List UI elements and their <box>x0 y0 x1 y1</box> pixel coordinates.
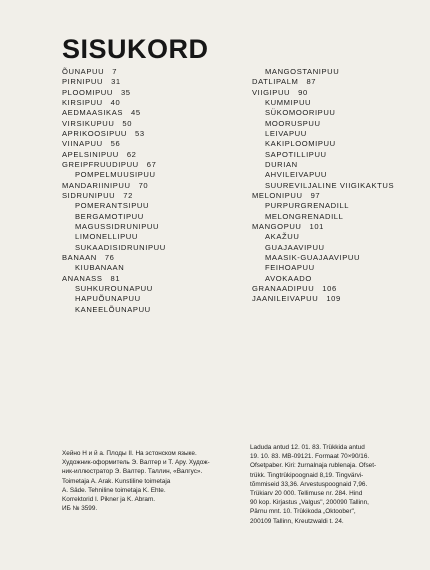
toc-entry <box>62 181 242 191</box>
toc-entry-page: 45 <box>131 108 141 118</box>
colophon-line: trükk. Tingtrükipoognaid 8,19. Tingvärvi- <box>250 471 364 479</box>
toc-entry <box>252 67 422 77</box>
toc-entry <box>62 232 242 242</box>
toc-entry <box>62 212 242 222</box>
toc-entry-label: LIMONELLIPUU <box>75 232 138 242</box>
colophon-line: 90 kop. Kirjastus „Valgus", 200090 Tallinn, <box>250 499 369 507</box>
toc-entry <box>62 119 242 129</box>
toc-entry <box>252 139 422 149</box>
colophon-line: Pärnu mnt. 10. Trükikoda „Oktoober", <box>250 508 356 516</box>
toc-entry <box>62 222 242 232</box>
toc-entry-label: SUUREVILJALINE VIIGIKAKTUS <box>265 180 395 190</box>
toc-entry-label: VIRSIKUPUU <box>62 118 115 128</box>
toc-entry-label: PLOOMIPUU <box>62 87 113 97</box>
toc-entry-label: MANGOPUU <box>252 221 302 231</box>
toc-entry-label: HAPUÕUNAPUU <box>75 294 141 304</box>
toc-entry <box>252 243 422 253</box>
toc-entry-page: 81 <box>110 273 121 283</box>
toc-entry <box>252 150 422 160</box>
toc-entry <box>252 108 422 118</box>
toc-entry <box>62 284 242 294</box>
toc-entry-label: SUHKUROUNAPUU <box>75 283 153 293</box>
toc-entry <box>62 274 242 284</box>
toc-entry-label: VIIGIPUU <box>252 87 291 97</box>
toc-entry-page: 31 <box>111 77 121 87</box>
toc-entry-page: 87 <box>306 77 317 87</box>
toc-entry-label: VIINAPUU <box>62 139 103 149</box>
toc-entry <box>252 274 422 284</box>
colophon-line: Хейно Н и й а. Плоды II. На эстонском языке. <box>62 450 197 457</box>
toc-entry <box>252 119 422 129</box>
toc-entry-page: 40 <box>110 97 121 107</box>
toc-entry-label: GRANAADIPUU <box>252 283 315 293</box>
toc-entry <box>62 67 242 77</box>
toc-entry <box>252 222 422 232</box>
toc-entry-page: 35 <box>120 87 131 97</box>
toc-entry <box>62 294 242 304</box>
toc-entry-label: AEDMAASIKAS <box>62 108 124 118</box>
colophon-line: Trükiarv 20 000. Tellimuse nr. 284. Hind <box>250 490 363 498</box>
toc-entry <box>62 160 242 170</box>
toc-entry-label: KIRSIPUU <box>62 97 103 107</box>
toc-entry <box>252 181 422 191</box>
toc-entry-label: KIUBANAAN <box>75 263 125 273</box>
toc-entry <box>62 98 242 108</box>
toc-entry-page: 101 <box>309 221 325 231</box>
toc-entry-page: 50 <box>122 118 133 128</box>
toc-entry <box>252 88 422 98</box>
toc-entry-label: SÜKOMOORIPUU <box>265 108 336 118</box>
toc-entry <box>252 253 422 263</box>
toc-entry-label: MANGOSTANIPUU <box>265 67 340 76</box>
toc-entry <box>62 191 242 201</box>
toc-entry-label: SIDRUNIPUU <box>62 190 116 200</box>
toc-entry <box>62 88 242 98</box>
toc-entry-label: GREIPFRUUDIPUU <box>62 159 139 169</box>
colophon-line: Художник-оформитель Э. Валтер и Т. Ару. Худож- <box>62 459 210 467</box>
toc-entry <box>252 294 422 304</box>
toc-entry-page: 7 <box>112 67 118 76</box>
colophon-line: ник-иллюстратор Э. Валтер. Таллин, «Валгус». <box>62 468 203 476</box>
toc-entry <box>62 108 242 118</box>
toc-entry-label: FEIHOAPUU <box>265 263 315 273</box>
toc-entry-label: MAGUSSIDRUNIPUU <box>75 221 160 231</box>
page-title: SISUKORD <box>62 34 209 64</box>
toc-entry-label: DATLIPALM <box>252 77 299 87</box>
toc-entry-label: POMERANTSIPUU <box>75 201 150 211</box>
toc-entry-label: SUKAADISIDRUNIPUU <box>75 242 166 252</box>
toc-entry <box>62 77 242 87</box>
toc-entry-page: 106 <box>322 283 337 293</box>
toc-entry-label: AVOKAADO <box>265 273 312 283</box>
toc-entry <box>62 129 242 139</box>
toc-entry <box>62 263 242 273</box>
toc-entry <box>62 253 242 263</box>
toc-entry <box>62 305 242 315</box>
toc-entry-label: MANDARIINIPUU <box>62 180 131 190</box>
toc-entry-page: 70 <box>138 180 149 190</box>
colophon-right <box>250 443 422 526</box>
toc-entry-page: 109 <box>326 294 341 304</box>
toc-entry <box>62 201 242 211</box>
toc-entry-label: APELSINIPUU <box>62 149 119 159</box>
toc-entry-label: MELONGRENADILL <box>265 211 344 221</box>
toc-entry-label: PIRNIPUU <box>62 77 104 87</box>
toc-entry <box>252 212 422 222</box>
colophon-line: Korrektorid I. Pikner ja K. Abram. <box>62 496 156 504</box>
toc-entry-label: MAASIK-GUAJAAVIPUU <box>265 252 361 262</box>
toc-entry-label: DURIAN <box>265 159 298 169</box>
colophon-line: A. Säde. Tehniline toimetaja K. Ehte. <box>62 486 166 494</box>
toc-entry-label: KUMMIPUU <box>265 97 312 107</box>
toc-entry-label: POMPELMUUSIPUU <box>75 170 156 180</box>
toc-left-column <box>62 67 242 315</box>
colophon-line: 19. 10. 83. MB-09121. Formaat 70×90/16. <box>250 453 370 461</box>
toc-entry <box>62 170 242 180</box>
toc-entry <box>62 243 242 253</box>
toc-entry <box>252 98 422 108</box>
toc-entry <box>252 129 422 139</box>
colophon-line: Toimetaja A. Arak. Kunstiline toimetaja <box>62 477 171 485</box>
toc-entry-label: JAANILEIVAPUU <box>252 294 319 304</box>
toc-entry <box>252 284 422 294</box>
toc-entry <box>252 201 422 211</box>
toc-entry-page: 62 <box>126 149 137 159</box>
toc-entry-label: BANAAN <box>62 252 97 262</box>
toc-entry-label: PURPURGRENADILL <box>265 201 350 211</box>
toc-entry-label: APRIKOOSIPUU <box>62 128 128 138</box>
colophon-line: tõmmiseid 33,36. Arvestuspoognaid 7,96. <box>250 480 368 488</box>
toc-entry-label: BERGAMOTIPUU <box>75 211 144 221</box>
toc-entry-label: LEIVAPUU <box>265 128 307 138</box>
toc-right-column <box>252 67 422 305</box>
toc-entry <box>252 77 422 87</box>
colophon-left <box>62 449 237 513</box>
toc-entry <box>252 170 422 180</box>
toc-entry-label: AKAŽUU <box>265 232 300 242</box>
colophon-line: ИБ № 3599. <box>62 505 98 513</box>
toc-entry-page: 67 <box>146 159 157 169</box>
toc-entry <box>252 191 422 201</box>
toc-entry <box>252 160 422 170</box>
toc-entry-label: ÕUNAPUU <box>62 67 105 76</box>
colophon-line: Ofsetpaber. Kiri: žurnalnaja rublenaja. Ofset- <box>250 462 377 470</box>
toc-entry <box>62 150 242 160</box>
toc-entry-page: 90 <box>298 87 308 97</box>
toc-entry-page: 72 <box>123 190 133 200</box>
toc-entry-label: MELONIPUU <box>252 190 303 200</box>
toc-entry-label: SAPOTILLIPUU <box>265 149 327 159</box>
toc-entry-label: MOORUSPUU <box>265 118 321 128</box>
toc-entry-label: KANEELÕUNAPUU <box>75 304 151 314</box>
toc-entry-page: 97 <box>310 190 321 200</box>
toc-entry <box>252 232 422 242</box>
colophon-line: Laduda antud 12. 01. 83. Trükkida antud <box>250 444 365 451</box>
toc-entry-label: KAKIPLOOMIPUU <box>265 139 336 149</box>
toc-entry-page: 53 <box>135 128 145 138</box>
toc-entry-page: 56 <box>110 139 121 149</box>
toc-entry-label: GUAJAAVIPUU <box>265 242 325 252</box>
toc-entry <box>252 263 422 273</box>
toc-entry-page: 76 <box>104 252 115 262</box>
toc-entry <box>62 139 242 149</box>
toc-entry-label: AHVILEIVAPUU <box>265 170 327 180</box>
colophon-line: 200109 Tallinn, Kreutzwaldi t. 24. <box>250 517 344 525</box>
toc-entry-label: ANANASS <box>62 273 103 283</box>
